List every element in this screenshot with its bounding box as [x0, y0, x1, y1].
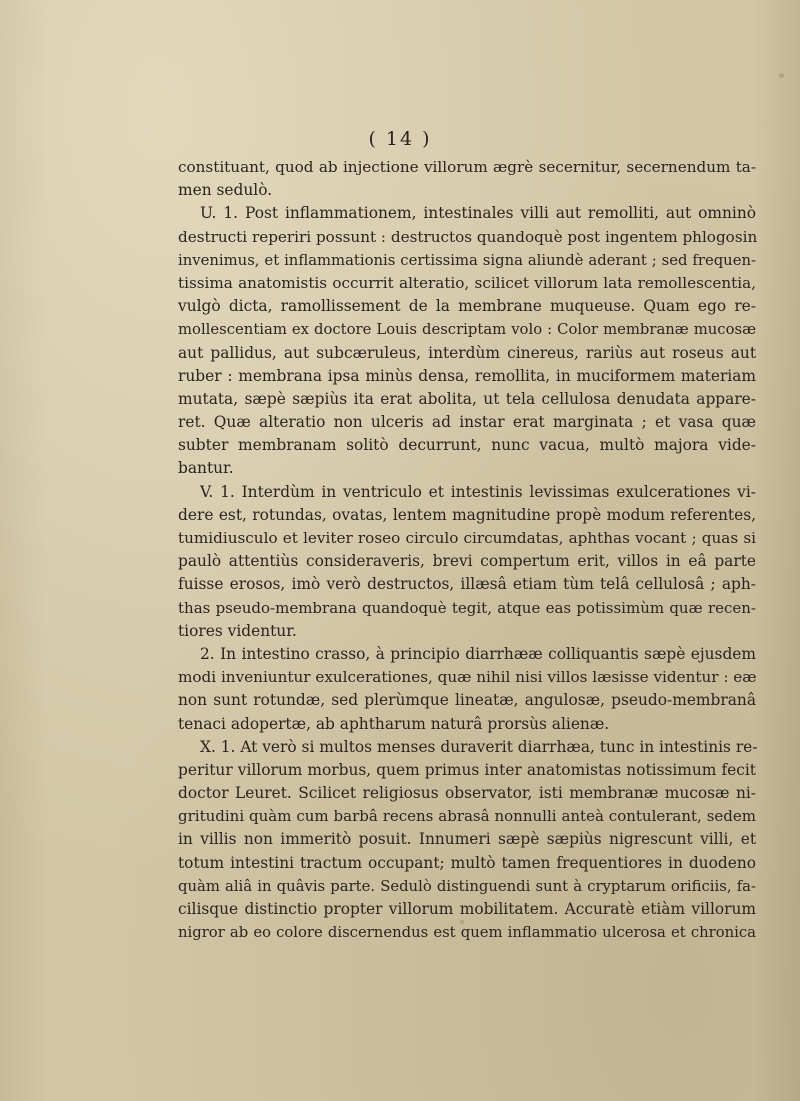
- text-line: bantur.: [178, 459, 234, 478]
- text-line: tiores videntur.: [178, 621, 297, 640]
- text-line: 2. In intestino crasso, à principio diarrhææ colliquantis sæpè ejusdem: [200, 644, 756, 663]
- text-line: doctor Leuret. Scilicet religiosus observator, isti membranæ mucosæ ni-: [178, 784, 756, 803]
- text-line: totum intestini tractum occupant; multò tamen frequentiores in duodeno: [178, 853, 756, 872]
- text-line: tissima anatomistis occurrit alteratio, scilicet villorum lata remollescentia,: [178, 273, 756, 292]
- text-line: men sedulò.: [178, 181, 273, 200]
- text-line: X. 1. At verò si multos menses duraverit diarrhæa, tunc in intestinis re-: [200, 737, 758, 756]
- text-line: cilisque distinctio propter villorum mobilitatem. Accuratè etiàm villorum: [178, 900, 756, 918]
- text-line: ruber : membrana ipsa minùs densa, remollita, in muciformem materiam: [178, 366, 756, 385]
- text-line: quàm aliâ in quâvis parte. Sedulò distinguendi sunt à cryptarum orificiis, fa-: [178, 877, 756, 895]
- text-line: constituant, quod ab injectione villorum ægrè secernitur, secernendum ta-: [178, 158, 756, 176]
- text-line: paulò attentiùs consideraveris, brevi compertum erit, villos in eâ parte: [178, 552, 756, 571]
- body-text: [178, 156, 756, 944]
- text-line: tenaci adopertæ, ab aphtharum naturâ prorsùs alienæ.: [178, 714, 610, 733]
- text-line: destructi reperiri possunt : destructos quandoquè post ingentem phlogosin: [178, 227, 758, 246]
- text-line: in villis non immeritò posuit. Innumeri sæpè sæpiùs nigrescunt villi, et: [178, 830, 756, 849]
- text-line: U. 1. Post inflammationem, intestinales villi aut remolliti, aut omninò: [200, 204, 756, 223]
- text-line: gritudini quàm cum barbâ recens abrasâ nonnulli anteà contulerant, sedem: [178, 807, 756, 826]
- text-line: mollescentiam ex doctore Louis descriptam volo : Color membranæ mucosæ: [178, 321, 756, 339]
- text-line: ret. Quæ alteratio non ulceris ad instar erat marginata ; et vasa quæ: [178, 413, 756, 432]
- text-line: invenimus, et inflammationis certissima signa aliundè aderant ; sed frequen-: [178, 251, 756, 269]
- text-line: non sunt rotundæ, sed plerùmque lineatæ, angulosæ, pseudo-membranâ: [178, 691, 756, 710]
- text-line: V. 1. Interdùm in ventriculo et intestinis levissimas exulcerationes vi-: [200, 482, 756, 501]
- text-line: fuisse erosos, imò verò destructos, illæsâ etiam tùm telâ cellulosâ ; aph-: [178, 575, 756, 594]
- text-line: nigror ab eo colore discernendus est quem inflammatio ulcerosa et chronica: [178, 924, 756, 942]
- page-number: ( 14 ): [368, 128, 432, 150]
- text-line: modi inveniuntur exulcerationes, quæ nihil nisi villos læsisse videntur : eæ: [178, 668, 757, 687]
- text-line: tumidiusculo et leviter roseo circulo circumdatas, aphthas vocant ; quas si: [178, 529, 756, 547]
- text-line: aut pallidus, aut subcæruleus, interdùm cinereus, rariùs aut roseus aut: [178, 343, 756, 362]
- text-line: thas pseudo-membrana quandoquè tegit, atque eas potissimùm quæ recen-: [178, 598, 756, 617]
- text-line: subter membranam solitò decurrunt, nunc vacua, multò majora vide-: [178, 436, 756, 455]
- paper-stain: [779, 73, 784, 78]
- text-line: dere est, rotundas, ovatas, lentem magnitudine propè modum referentes,: [178, 505, 756, 524]
- text-line: vulgò dicta, ramollissement de la membrane muqueuse. Quam ego re-: [178, 297, 756, 316]
- text-line: mutata, sæpè sæpiùs ita erat abolita, ut tela cellulosa denudata appare-: [178, 389, 756, 408]
- text-line: peritur villorum morbus, quem primus inter anatomistas notissimum fecit: [178, 760, 756, 779]
